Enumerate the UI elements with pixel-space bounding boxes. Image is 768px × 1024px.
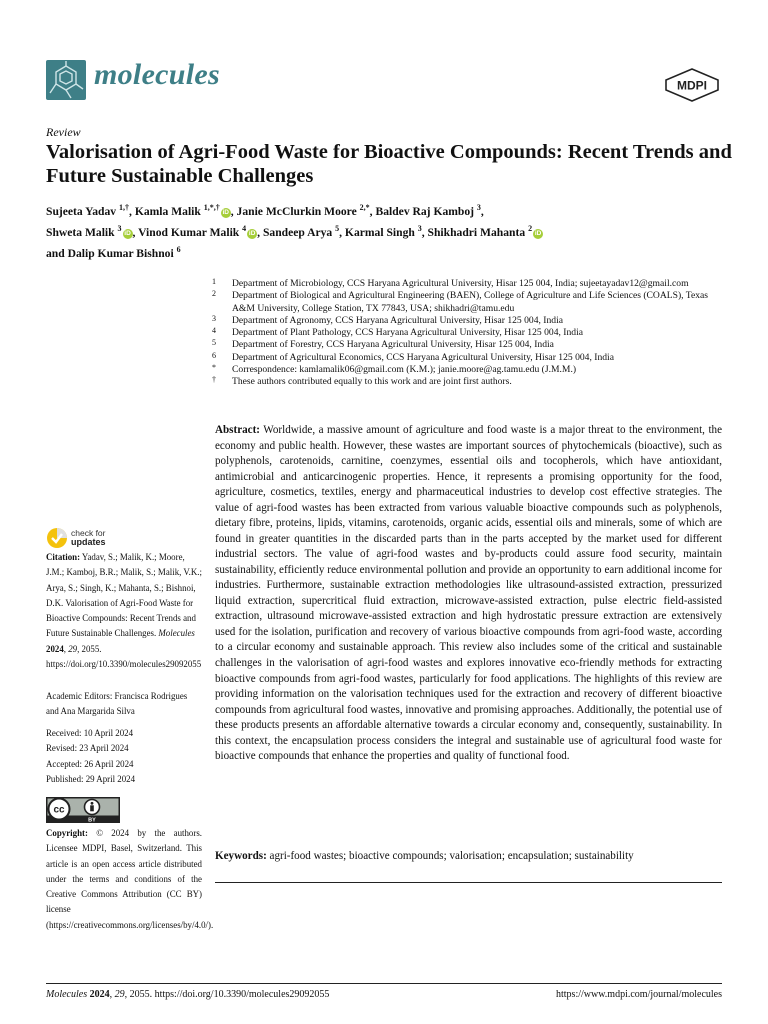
author-affiliation-marker: 1,*,†	[203, 203, 220, 212]
affiliation-item	[212, 290, 712, 315]
check-for-updates-button[interactable]	[46, 527, 156, 551]
author-affiliation-marker: 3	[476, 203, 481, 212]
publisher-name: MDPI	[677, 78, 707, 93]
affiliation-marker: 4	[212, 326, 216, 336]
author-affiliation-marker: 2	[528, 223, 533, 233]
affiliation-text: Department of Plant Pathology, CCS Haryana Agricultural University, Hisar 125 004, India	[232, 327, 583, 339]
author-name: Baldev Raj Kamboj	[375, 204, 475, 218]
affiliation-text: Department of Agronomy, CCS Haryana Agricultural University, Hisar 125 004, India	[232, 314, 564, 326]
affiliation-item	[212, 376, 712, 388]
footer-year: 2024	[89, 989, 110, 1000]
footer-citation: Molecules 2024, 29, 2055. https://doi.org/10.3390/molecules29092055	[46, 989, 330, 1000]
molecules-logo-icon	[46, 60, 86, 100]
affiliation-item	[212, 278, 712, 290]
abstract-text: Worldwide, a massive amount of agriculture and food waste is a major threat to the environment, the economy and public health. However, these wastes are important sources of phytochemicals (bioactive), such as polyphenols, carotenoids, carnitine, coenzymes, essential oils and tocopherols, which have antioxidant, antimicrobial and anticarcinogenic properties. Hence, it represents a promising opportunity for the food, agriculture, cosmetics, textiles, energy and pharmaceutical industries to develop cost effective strategies. The value of agri-food wastes has been extracted from various valuable bioactive compounds such as polyphenols, dietary fibre, proteins, lipids, vitamins, carotenoids, organic acids, essential oils and minerals, some of which are found in greater quantities in the discarded parts than in the parts accepted by the market used for different industrial sectors. The value of agri-food wastes and by-products could assure food security, maintain sustainability, efficiently reduce environmental pollution and provide an opportunity to earn additional income for industries. Furthermore, sustainable extraction methodologies like ultrasound-assisted extraction, pressurized liquid extraction, supercritical fluid extraction, microwave-assisted extraction, pulse electric field-assisted extraction, ultrasound microwave-assisted extraction and high hydrostatic pressure extraction are extensively used for the isolation, purification and recovery of various bioactive compounds from agri-food waste, according to a circular economy and sustainable approach. This review also includes some of the critical and sustainable challenges in the valorisation of agri-food wastes and explores innovative eco-friendly methods for extracting bioactive compounds from agri-food wastes, particularly for food applications. The highlights of this review are providing information on the valorisation techniques used for the extraction and recovery of different bioactive compounds from agricultural food wastes, innovative and promising approaches. Additionally, the potential use of these products presents an affordable alternative towards a circular economy and, consequently, sustainability. In this context, the encapsulation process considers the integral and sustainable use of agricultural food waste for bioactive compounds that enhance the properties and quality of functional food.	[215, 424, 723, 763]
journal-name: molecules	[94, 58, 221, 91]
author-name: Shweta Malik	[46, 225, 115, 239]
affiliation-text: These authors contributed equally to this work and are joint first authors.	[232, 376, 512, 388]
affiliation-text: Department of Forestry, CCS Haryana Agricultural University, Hisar 125 004, India	[232, 339, 554, 351]
citation-journal: Molecules	[158, 628, 195, 639]
author-affiliation-marker: 1,†	[119, 203, 130, 212]
article-dates	[46, 726, 202, 787]
journal-url-link[interactable]: https://www.mdpi.com/journal/molecules	[556, 989, 722, 1000]
cc-by-license-icon[interactable]	[46, 797, 120, 823]
author-name: Janie McClurkin Moore	[236, 204, 357, 218]
revised-date: Revised: 23 April 2024	[46, 743, 129, 754]
orcid-icon[interactable]: iD	[124, 229, 131, 237]
copyright-text: © 2024 by the authors. Licensee MDPI, Basel, Switzerland. This article is an open access article distributed under the terms and conditions of the Creative Commons Attribution (CC BY) license (https://creativecommons.org/licenses/by/4.0/).	[46, 828, 214, 930]
cc-by-label: BY	[88, 817, 96, 823]
footer-doi-link[interactable]: , 2055. https://doi.org/10.3390/molecules29092055	[124, 989, 330, 1000]
affiliation-text: Correspondence: kamlamalik06@gmail.com (K.M.); janie.moore@ag.tamu.edu (J.M.M.)	[232, 364, 577, 376]
check-updates-line2: updates	[71, 537, 106, 547]
citation-text: Yadav, S.; Malik, K.; Moore, J.M.; Kamboj, B.R.; Malik, S.; Malik, V.K.; Arya, S.; Singh, K.; Mahanta, S.; Bishnoi, D.K. Valorisation of Agri-Food Waste for Bioactive Compounds: Recent Trends and Future Sustainable Challenges.	[46, 552, 202, 639]
mdpi-logo-icon	[664, 68, 720, 102]
author-affiliation-marker: 5	[335, 223, 340, 233]
citation-doi[interactable]: , 2055. https://doi.org/10.3390/molecules29092055	[46, 643, 202, 670]
published-date: Published: 29 April 2024	[46, 773, 136, 784]
abstract-divider	[215, 882, 722, 883]
author-separator: ,	[257, 225, 263, 239]
keywords-label: Keywords:	[215, 850, 267, 862]
affiliation-marker: 1	[212, 277, 216, 286]
author-name: Sujeeta Yadav	[46, 204, 117, 218]
footer-journal: Molecules	[46, 989, 88, 1000]
affiliation-item	[212, 352, 712, 364]
keywords-text: agri-food wastes; bioactive compounds; valorisation; encapsulation; sustainability	[269, 850, 634, 862]
cc-label: cc	[53, 804, 65, 816]
author-affiliation-marker: 4	[242, 223, 247, 233]
copyright-notice	[46, 826, 214, 933]
affiliation-text: Department of Microbiology, CCS Haryana Agricultural University, Hisar 125 004, India; sujeetayadav12@gmail.com	[232, 278, 689, 289]
check-updates-icon	[46, 527, 68, 549]
author-name: Shikhadri Mahanta	[427, 225, 526, 239]
copyright-label: Copyright:	[46, 828, 88, 838]
author-name: Sandeep Arya	[262, 225, 333, 239]
author-separator: ,	[230, 204, 237, 218]
check-updates-line1: check for	[71, 528, 106, 538]
abstract	[215, 423, 722, 765]
affiliation-item	[212, 339, 712, 351]
author-name: Vinod Kumar Malik	[138, 225, 240, 239]
author-name: Kamla Malik	[134, 204, 201, 218]
footer-divider	[46, 983, 722, 984]
affiliation-marker: 2	[212, 289, 216, 299]
affiliation-marker: *	[212, 363, 216, 373]
accepted-date: Accepted: 26 April 2024	[46, 758, 134, 769]
affiliation-marker: †	[212, 375, 216, 385]
author-separator: ,	[421, 225, 428, 239]
affiliation-item	[212, 315, 712, 327]
author-affiliation-marker: 3	[117, 223, 122, 233]
affiliation-marker: 6	[212, 350, 216, 360]
affiliation-item	[212, 327, 712, 339]
author-affiliation-marker: 2,*	[359, 203, 370, 212]
author-separator: ,	[129, 204, 135, 218]
author-list	[46, 199, 746, 262]
affiliation-text: Department of Agricultural Economics, CCS Haryana Agricultural University, Hisar 125 004, India	[232, 351, 614, 363]
affiliation-list	[212, 278, 712, 389]
citation-volume: 29	[68, 643, 78, 654]
citation-label: Citation:	[46, 552, 81, 562]
author-separator: ,	[480, 204, 484, 218]
affiliation-item	[212, 364, 712, 376]
keywords	[215, 850, 722, 862]
orcid-icon[interactable]: iD	[222, 208, 229, 216]
citation-year: 2024	[46, 643, 64, 654]
affiliation-marker: 3	[212, 313, 216, 323]
abstract-label: Abstract:	[215, 424, 260, 436]
affiliation-text: Department of Biological and Agricultural Engineering (BAEN), College of Agriculture and Life Sciences (COALS), Texas A&M University, College Station, TX 77843, USA; shikhadri@tamu.edu	[232, 290, 709, 314]
author-separator: ,	[339, 225, 345, 239]
article-type: Review	[46, 125, 81, 139]
author-name: Karmal Singh	[344, 225, 415, 239]
received-date: Received: 10 April 2024	[46, 728, 134, 738]
author-affiliation-marker: 6	[176, 244, 181, 254]
footer-volume: 29	[114, 989, 125, 1000]
article-title: Valorisation of Agri-Food Waste for Bioactive Compounds: Recent Trends and Future Sustainable Challenges	[46, 141, 732, 187]
orcid-icon[interactable]: iD	[534, 229, 542, 237]
author-separator: ,	[369, 204, 376, 218]
academic-editors: Academic Editors: Francisca Rodrigues and Ana Margarida Silva	[46, 691, 188, 717]
affiliation-marker: 5	[212, 338, 216, 348]
author-name: and Dalip Kumar Bishnoi	[46, 246, 174, 260]
orcid-icon[interactable]: iD	[248, 229, 256, 237]
citation: Citation: Yadav, S.; Malik, K.; Moore, J.M.; Kamboj, B.R.; Malik, S.; Malik, V.K.; Arya, S.; Singh, K.; Mahanta, S.; Bishnoi, D.K. Valorisation of Agri-Food Waste for Bioactive Compounds: Recent Trends and Future Sustainable Challenges. Molecules 2024, 29, 2055. https://doi.org/10.3390/molecules29092055	[46, 552, 202, 670]
author-separator: ,	[132, 225, 139, 239]
author-affiliation-marker: 3	[417, 223, 422, 233]
